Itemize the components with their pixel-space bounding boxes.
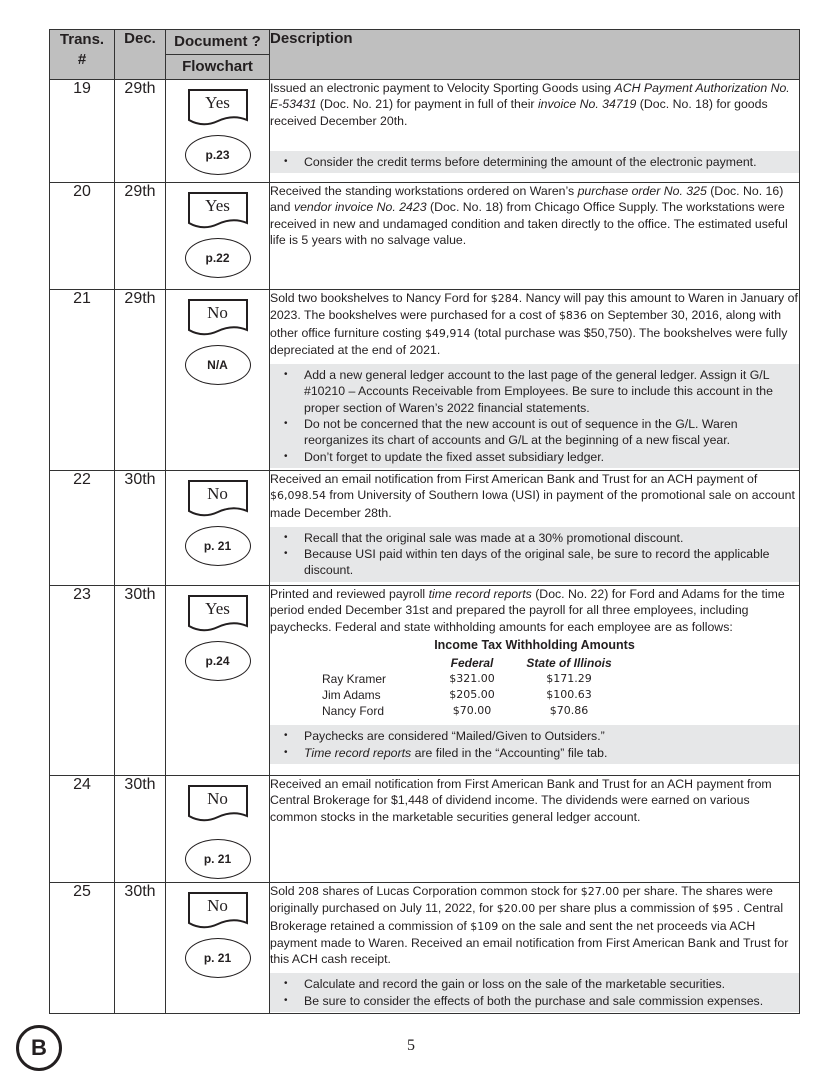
note-item: • Don’t forget to update the fixed asset subsidiary ledger. bbox=[284, 449, 793, 465]
page-reference-oval: N/A bbox=[185, 345, 251, 385]
description-cell: Received an email notification from First American Bank and Trust for an ACH payment from Central Brokerage for $1,448 of dividend income. The dividends were earned on various common stocks in the marketable securities general ledger account. bbox=[270, 776, 800, 883]
header-document: Document ? bbox=[166, 30, 269, 55]
header-row bbox=[50, 30, 800, 80]
note-box bbox=[270, 527, 799, 582]
note-item: • Paychecks are considered “Mailed/Given to Outsiders.” bbox=[284, 728, 793, 744]
description-cell: Printed and reviewed payroll time record reports (Doc. No. 22) for Ford and Adams for the time period ended December 31st and prepared the payroll for all three employees, including paychecks. Federal and state withholding amounts for each employee are as follows: Income Tax Withholding Amounts Federal State of Illinois Ray Kramer $321.00 $171.29 Jim Adams $205.00 $100.63 Nancy Ford $70.00 $70.86 • Paychecks are considered “Mailed/Given to Outsiders.” • Time record reports are filed in the “Accounting” file tab. bbox=[270, 586, 800, 776]
document-symbol bbox=[188, 785, 248, 815]
page-number: 5 bbox=[407, 1037, 415, 1054]
trans-number: 25 bbox=[50, 883, 115, 1014]
description-cell: Issued an electronic payment to Velocity Sporting Goods using ACH Payment Authorization No. E-53431 (Doc. No. 21) for payment in full of their invoice No. 34719 (Doc. No. 18) for goods received December 20th. • Consider the credit terms before determining the amount of the electronic payment. bbox=[270, 80, 800, 183]
trans-number: 21 bbox=[50, 290, 115, 471]
trans-number: 23 bbox=[50, 586, 115, 776]
document-wave-icon bbox=[188, 622, 248, 632]
header-trans-label: Trans. bbox=[59, 31, 105, 48]
document-answer: No bbox=[207, 789, 228, 808]
table-row bbox=[50, 586, 800, 776]
document-answer: Yes bbox=[205, 196, 230, 215]
page-reference-oval: p.24 bbox=[185, 641, 251, 681]
header-flowchart: Flowchart bbox=[182, 58, 253, 75]
flowchart-cell bbox=[166, 586, 270, 776]
trans-number: 24 bbox=[50, 776, 115, 883]
document-wave-icon bbox=[188, 507, 248, 517]
document-symbol bbox=[188, 480, 248, 510]
note-box bbox=[270, 973, 799, 1012]
tax-row: Ray Kramer $321.00 $171.29 bbox=[322, 672, 592, 687]
page-reference-oval: p.23 bbox=[185, 135, 251, 175]
document-answer: No bbox=[207, 896, 228, 915]
document-answer: Yes bbox=[205, 93, 230, 112]
note-item: • Time record reports are filed in the “Accounting” file tab. bbox=[284, 745, 793, 761]
document-symbol bbox=[188, 192, 248, 222]
note-item: • Add a new general ledger account to the last page of the general ledger. Assign it G/L #10210 – Accounts Receivable from Employees. Be sure to include this account in the proper section of Waren’s 2022 financial statements. bbox=[284, 367, 793, 416]
document-symbol bbox=[188, 89, 248, 119]
note-item: • Do not be concerned that the new account is out of sequence in the G/L. Waren reorganizes its chart of accounts and G/L at the beginning of a new fiscal year. bbox=[284, 416, 793, 449]
table-row bbox=[50, 183, 800, 290]
trans-date: 30th bbox=[115, 471, 166, 586]
header-dec: Dec. bbox=[115, 30, 166, 80]
trans-date: 30th bbox=[115, 883, 166, 1014]
tax-col-federal: Federal bbox=[450, 656, 494, 671]
document-wave-icon bbox=[188, 219, 248, 229]
flowchart-cell bbox=[166, 183, 270, 290]
note-box bbox=[270, 725, 799, 764]
trans-number: 22 bbox=[50, 471, 115, 586]
document-symbol bbox=[188, 595, 248, 625]
tax-table-title: Income Tax Withholding Amounts bbox=[434, 637, 635, 652]
page-reference-oval: p.22 bbox=[185, 238, 251, 278]
section-badge: B bbox=[16, 1025, 62, 1071]
flowchart-cell bbox=[166, 471, 270, 586]
page-reference-oval: p. 21 bbox=[185, 526, 251, 566]
header-document-flowchart bbox=[166, 30, 270, 80]
trans-date: 29th bbox=[115, 183, 166, 290]
description-cell: Sold 208 shares of Lucas Corporation common stock for $27.00 per share. The shares were originally purchased on July 11, 2022, for $20.00 per share plus a commission of $95 . Central Brokerage retained a commission of $109 on the sale and sent the net proceeds via ACH payment made to Waren. Received an email notification from First American Bank and Trust for this ACH cash receipt. • Calculate and record the gain or loss on the sale of the marketable securities. • Be sure to consider the effects of both the purchase and sale commission expenses. bbox=[270, 883, 800, 1014]
trans-date: 30th bbox=[115, 776, 166, 883]
table-row bbox=[50, 290, 800, 471]
header-trans bbox=[50, 30, 115, 80]
transactions-table-wrapper bbox=[49, 29, 799, 1014]
transactions-table bbox=[49, 29, 800, 1014]
flowchart-cell bbox=[166, 776, 270, 883]
tax-col-state: State of Illinois bbox=[526, 656, 612, 671]
document-answer: No bbox=[207, 303, 228, 322]
document-answer: No bbox=[207, 484, 228, 503]
table-row bbox=[50, 80, 800, 183]
tax-withholding-table bbox=[322, 655, 624, 719]
note-item: • Recall that the original sale was made at a 30% promotional discount. bbox=[284, 530, 793, 546]
trans-date: 29th bbox=[115, 290, 166, 471]
tax-row: Nancy Ford $70.00 $70.86 bbox=[322, 704, 589, 719]
description-cell: Received an email notification from First American Bank and Trust for an ACH payment of $6,098.54 from University of Southern Iowa (USI) in payment of the promotional sale on account made December 28th. • Recall that the original sale was made at a 30% promotional discount. • Because USI paid within ten days of the original sale, be sure to record the applicable discount. bbox=[270, 471, 800, 586]
document-wave-icon bbox=[188, 919, 248, 929]
header-trans-hash: # bbox=[77, 51, 87, 68]
document-symbol bbox=[188, 299, 248, 329]
note-item: • Calculate and record the gain or loss on the sale of the marketable securities. bbox=[284, 976, 793, 992]
page-reference-oval: p. 21 bbox=[185, 938, 251, 978]
trans-date: 30th bbox=[115, 586, 166, 776]
trans-date: 29th bbox=[115, 80, 166, 183]
header-description: Description bbox=[270, 30, 800, 80]
document-symbol bbox=[188, 892, 248, 922]
flowchart-cell bbox=[166, 290, 270, 471]
note-item: • Be sure to consider the effects of both the purchase and sale commission expenses. bbox=[284, 993, 793, 1009]
document-wave-icon bbox=[188, 812, 248, 822]
trans-number: 20 bbox=[50, 183, 115, 290]
table-row bbox=[50, 776, 800, 883]
note-box bbox=[270, 151, 799, 173]
page-reference-oval: p. 21 bbox=[185, 839, 251, 879]
table-row bbox=[50, 471, 800, 586]
note-box bbox=[270, 364, 799, 468]
note-item: • Because USI paid within ten days of the original sale, be sure to record the applicable discount. bbox=[284, 546, 793, 579]
flowchart-cell bbox=[166, 80, 270, 183]
table-row bbox=[50, 883, 800, 1014]
description-cell: Received the standing workstations ordered on Waren’s purchase order No. 325 (Doc. No. 16) and vendor invoice No. 2423 (Doc. No. 18) from Chicago Office Supply. The workstations were received in new and undamaged condition and taken directly to the office. The estimated useful life is 5 years with no salvage value. bbox=[270, 183, 800, 290]
document-wave-icon bbox=[188, 116, 248, 126]
document-wave-icon bbox=[188, 326, 248, 336]
note-item: • Consider the credit terms before determining the amount of the electronic payment. bbox=[284, 154, 793, 170]
flowchart-cell bbox=[166, 883, 270, 1014]
document-answer: Yes bbox=[205, 599, 230, 618]
description-cell: Sold two bookshelves to Nancy Ford for $284. Nancy will pay this amount to Waren in January of 2023. The bookshelves were purchased for a cost of $836 on September 30, 2016, along with other office furniture costing $49,914 (total purchase was $50,750). The bookshelves were fully depreciated at the end of 2021. • Add a new general ledger account to the last page of the general ledger. Assign it G/L #10210 – Accounts Receivable from Employees. Be sure to include this account in the proper section of Waren’s 2022 financial statements. • Do not be concerned that the new account is out of sequence in the G/L. Waren reorganizes its chart of accounts and G/L at the beginning of a new fiscal year. • Don’t forget to update the fixed asset subsidiary ledger. bbox=[270, 290, 800, 471]
tax-row: Jim Adams $205.00 $100.63 bbox=[322, 688, 592, 703]
trans-number: 19 bbox=[50, 80, 115, 183]
